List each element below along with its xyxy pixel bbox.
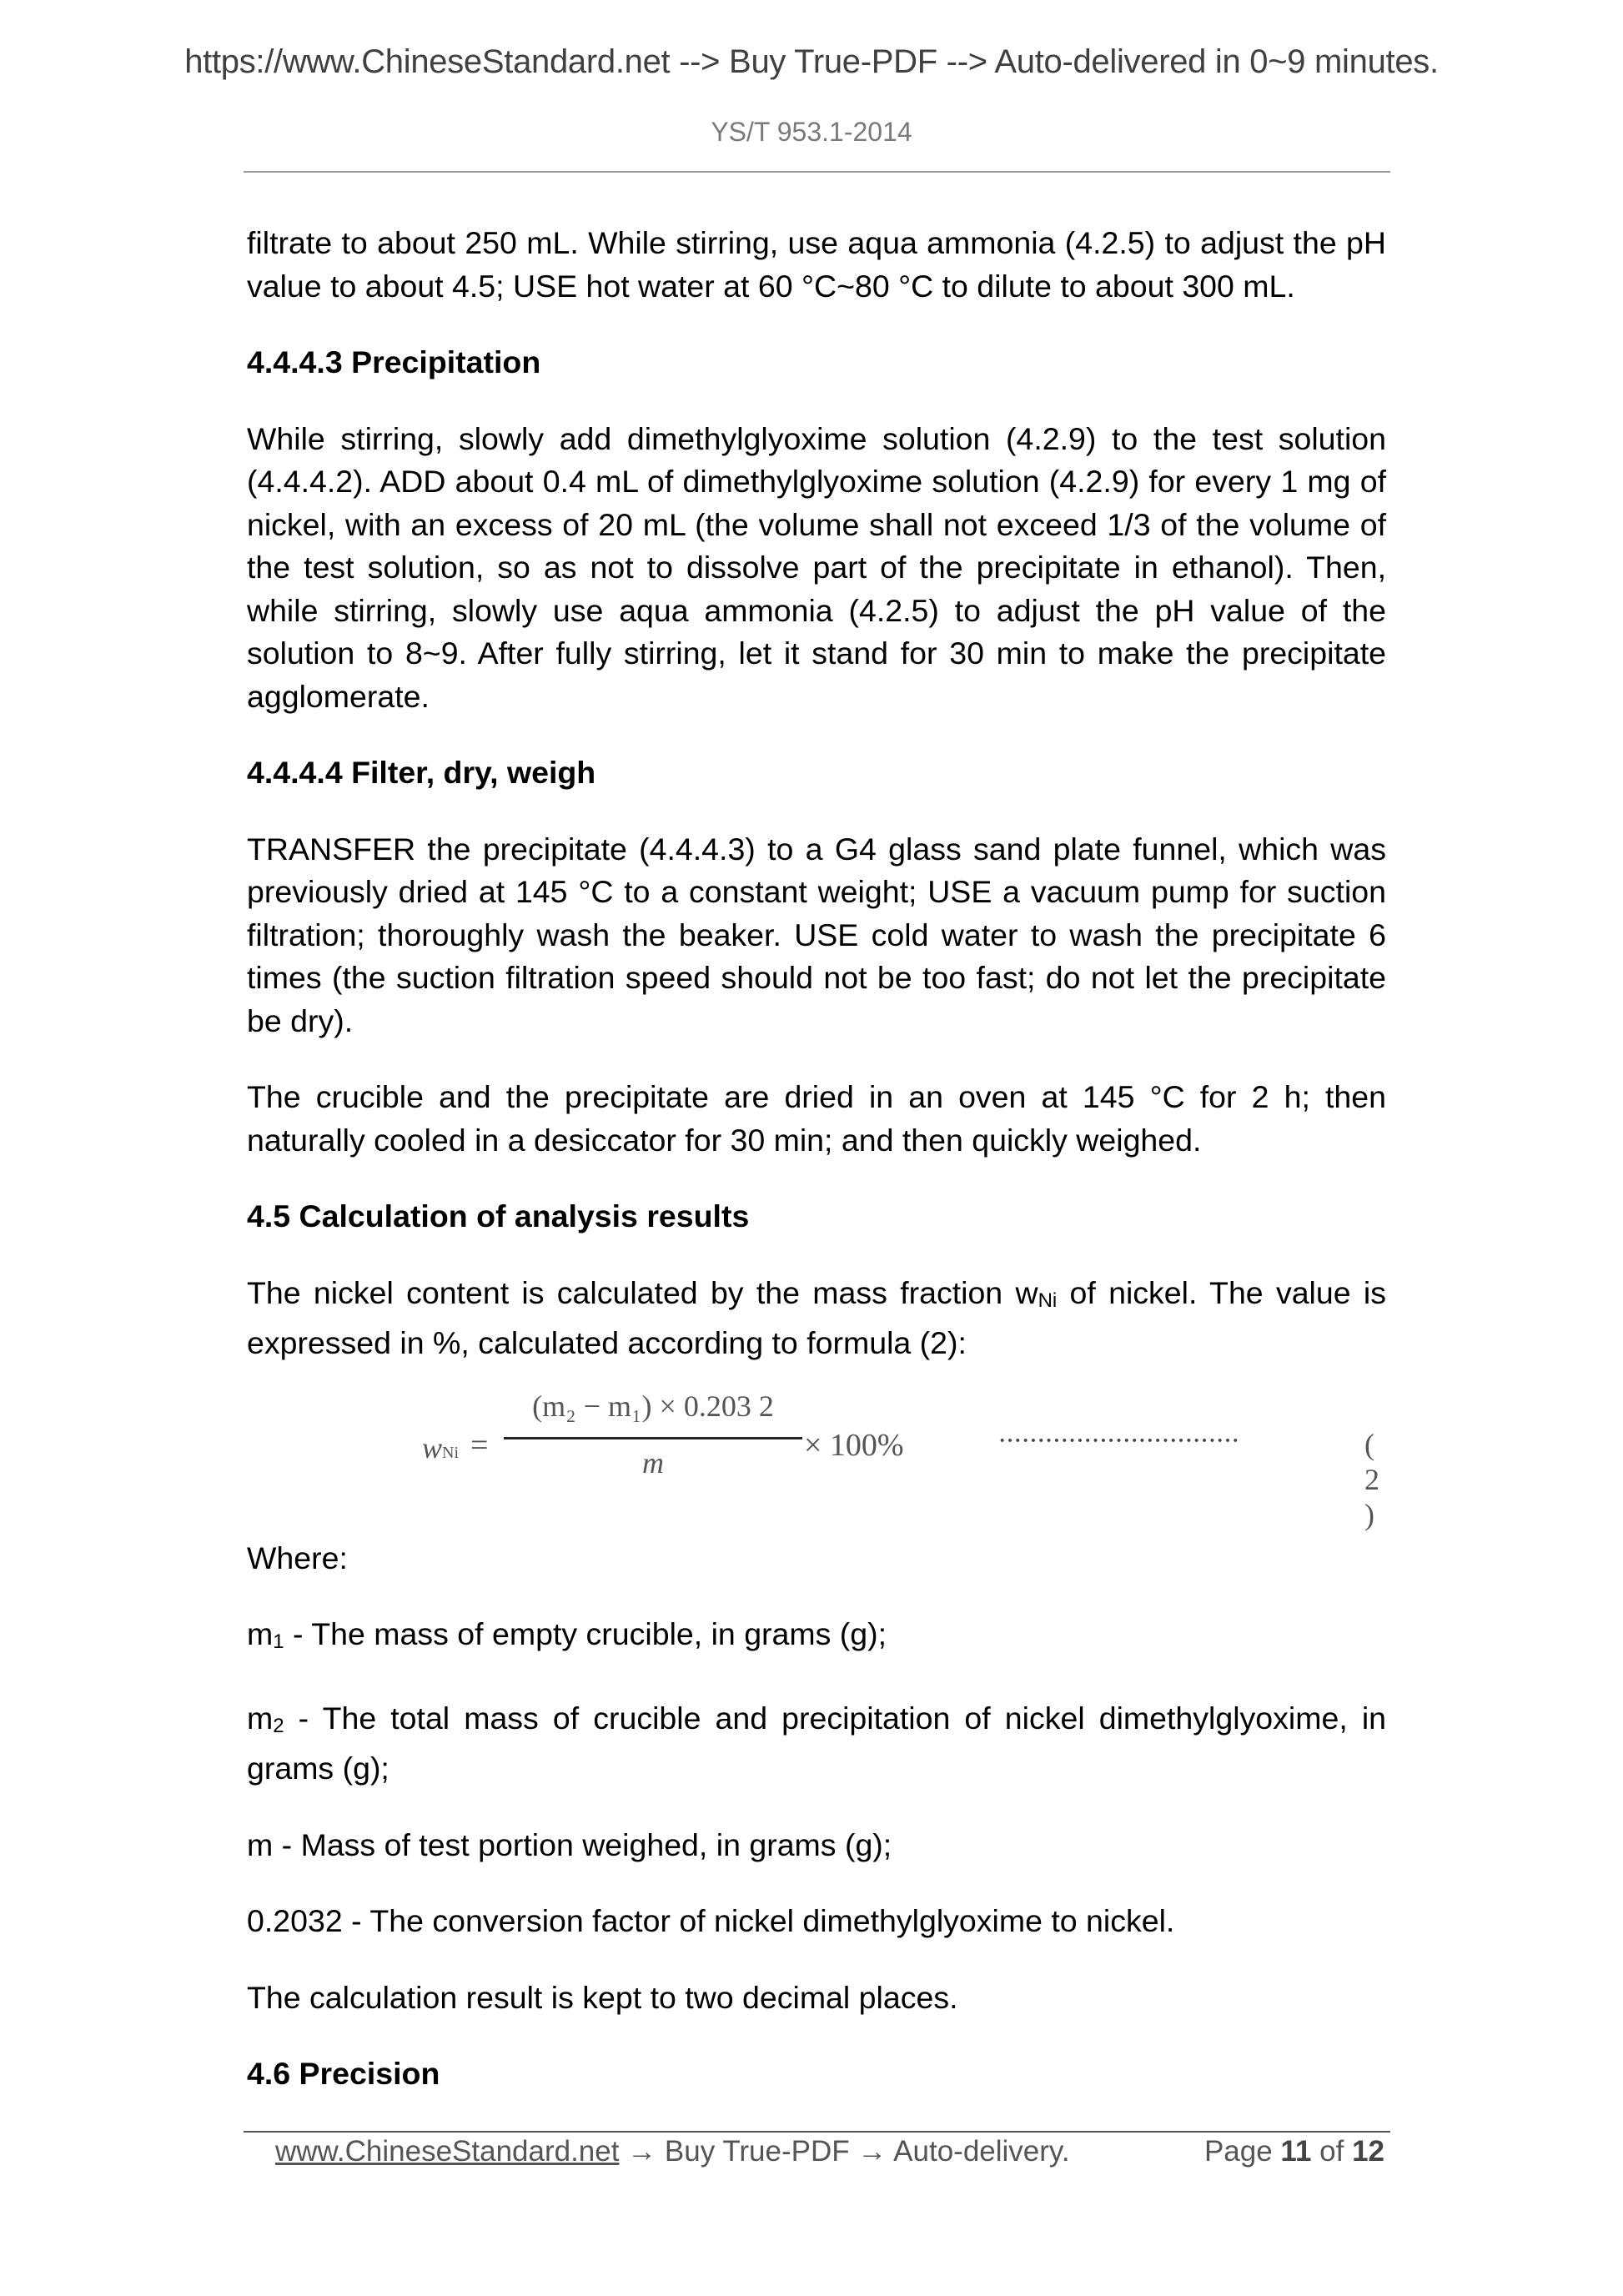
- page-total: 12: [1352, 2135, 1384, 2168]
- definition-m1: m1 - The mass of empty crucible, in grams (g);: [247, 1616, 887, 1653]
- paragraph-transfer: TRANSFER the precipitate (4.4.4.3) to a G4 glass sand plate funnel, which was previously dried at 145 °C to a constant weight; USE a vacuum pump for suction filtration; thoroughly wash the beaker. USE cold water to wash the precipitate 6 times (the suction filtration speed should not be too fast; do not let the precipitate be dry).: [247, 831, 1386, 1038]
- result-note: The calculation result is kept to two decimal places.: [247, 1979, 958, 2015]
- section-heading-4443: 4.4.4.3 Precipitation: [247, 344, 541, 379]
- definition-m: m - Mass of test portion weighed, in grams (g);: [247, 1826, 892, 1862]
- footer-tagline: → Buy True-PDF → Auto-delivery.: [619, 2135, 1070, 2168]
- subscript: Ni: [1038, 1289, 1058, 1312]
- paragraph-nickel-content: [247, 1272, 1386, 1365]
- definition-m2: m2 - The total mass of crucible and precipitation of nickel dimethylglyoxime, in grams (g);: [247, 1700, 1386, 1786]
- formula-equals: =: [470, 1427, 489, 1463]
- footer: [275, 2135, 1384, 2168]
- page-current: 11: [1280, 2135, 1312, 2168]
- text: The nickel content is calculated by the mass fraction w: [247, 1274, 1038, 1310]
- text: of nickel. The value is expressed in %, calculated according to formula (2):: [247, 1274, 1386, 1360]
- top-banner: https://www.ChineseStandard.net --> Buy True-PDF --> Auto-delivered in 0~9 minutes.: [184, 43, 1439, 80]
- footer-divider: [244, 2131, 1390, 2133]
- section-heading-45: 4.5 Calculation of analysis results: [247, 1198, 750, 1233]
- paragraph-drying: The crucible and the precipitate are dried in an oven at 145 °C for 2 h; then naturally cooled in a desiccator for 30 min; and then quickly weighed.: [247, 1079, 1386, 1158]
- formula-times-100: × 100%: [804, 1427, 904, 1463]
- paragraph-continued: filtrate to about 250 mL. While stirring, use aqua ammonia (4.2.5) to adjust the pH value to about 4.5; USE hot water at 60 °C~80 °C to dilute to about 300 mL.: [247, 225, 1386, 304]
- paragraph-precipitation: While stirring, slowly add dimethylglyoxime solution (4.2.9) to the test solution (4.4.4.2). ADD about 0.4 mL of dimethylglyoxime solution (4.2.9) for every 1 mg of nickel, with an excess of 20 mL (the volume shall not exceed 1/3 of the volume of the test solution, so as not to dissolve part of the precipitate in ethanol). Then, while stirring, slowly use aqua ammonia (4.2.5) to adjust the pH value of the solution to 8~9. After fully stirring, let it stand for 30 min to make the precipitate agglomerate.: [247, 420, 1386, 714]
- footer-site-link[interactable]: www.ChineseStandard.net: [275, 2135, 620, 2168]
- definition-factor: 0.2032 - The conversion factor of nickel dimethylglyoxime to nickel.: [247, 1903, 1175, 1938]
- formula-number: ( 2 ): [1364, 1427, 1379, 1531]
- where-label: Where:: [247, 1540, 348, 1575]
- formula-leader-dots: ·······························: [997, 1424, 1239, 1456]
- formula-numerator: (m₂ − m₁) × 0.203 2: [532, 1389, 774, 1423]
- formula-2: [247, 1389, 1386, 1531]
- document-body: [247, 222, 1386, 2129]
- fraction-bar: [504, 1437, 802, 1439]
- page-indicator: Page 11 of 12: [1203, 2135, 1384, 2168]
- standard-code: YS/T 953.1-2014: [711, 117, 912, 147]
- section-heading-46: 4.6 Precision: [247, 2056, 440, 2091]
- formula-lhs: wNi: [422, 1430, 460, 1465]
- header-divider: [244, 171, 1390, 173]
- formula-denominator: m: [642, 1445, 664, 1480]
- section-heading-4444: 4.4.4.4 Filter, dry, weigh: [247, 755, 596, 790]
